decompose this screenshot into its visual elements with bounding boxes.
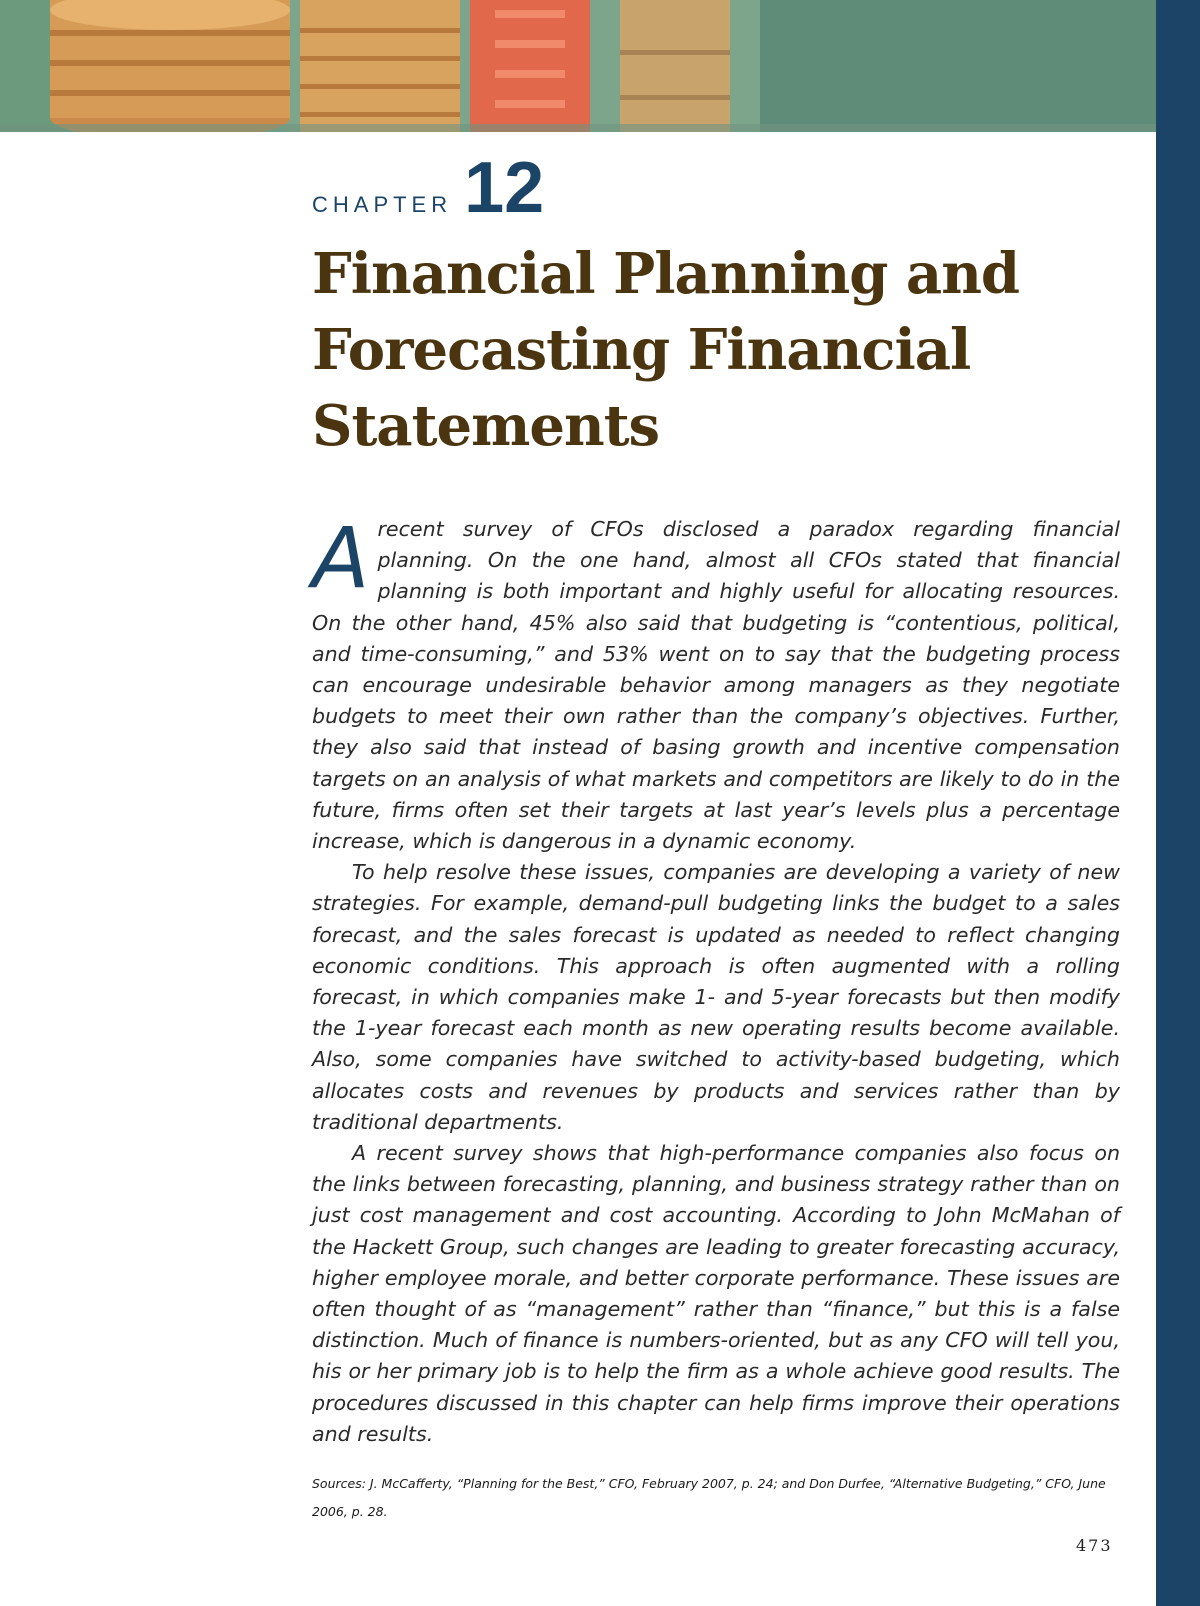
paragraph-3: A recent survey shows that high-performance companies also focus on the links between forecasting, planning, and business strategy rather than on just cost management and cost accounting. According to John McMahan of the Hackett Group, such changes are leading to greater forecasting accuracy, higher employee morale, and better corporate performance. These issues are often thought of as “management” rather than “finance,” but this is a false distinction. Much of finance is numbers-oriented, but as any CFO will tell you, his or her primary job is to help the firm as a whole achieve good results. The procedures discussed in this chapter can help firms improve their operations and results. xyxy=(312,1141,1120,1446)
paragraph-1-text: recent survey of CFOs disclosed a paradox regarding financial planning. On the one hand, almost all CFOs stated that financial planning is both important and highly useful for allocating resources. On the other hand, 45% also said that budgeting is “contentious, political, and time-consuming,” and 53% went on to say that the budgeting process can encourage undesirable behavior among managers as they negotiate budgets to meet their own rather than the company’s objectives. Further, they also said that instead of basing growth and incentive compensation targets on an analysis of what markets and competitors are likely to do in the future, firms often set their targets at last year’s levels plus a percentage increase, which is dangerous in a dynamic economy. xyxy=(312,517,1120,854)
chapter-number: 12 xyxy=(464,148,545,228)
drop-cap: A xyxy=(312,509,370,607)
page-number: 473 xyxy=(1076,1536,1113,1555)
chapter-title: Financial Planning and Forecasting Financial Statements xyxy=(312,241,1020,459)
sidebar-bar xyxy=(1156,0,1200,1606)
paragraph-1 xyxy=(312,509,1120,857)
chapter-heading xyxy=(312,148,544,228)
chapter-intro xyxy=(312,509,1120,1450)
chapter-label: CHAPTER xyxy=(312,192,453,217)
sources-note: Sources: J. McCafferty, “Planning for the Best,” CFO, February 2007, p. 24; and Don Durfee, “Alternative Budgeting,” CFO, June 2006, p. 28. xyxy=(312,1476,1106,1519)
header-banner-image xyxy=(0,0,1156,132)
paragraph-2: To help resolve these issues, companies are developing a variety of new strategies. For example, demand-pull budgeting links the budget to a sales forecast, and the sales forecast is updated as needed to reflect changing economic conditions. This approach is often augmented with a rolling forecast, in which companies make 1- and 5-year forecasts but then modify the 1-year forecast each month as new operating results become available. Also, some companies have switched to activity-based budgeting, which allocates costs and revenues by products and services rather than by traditional departments. xyxy=(312,860,1120,1134)
